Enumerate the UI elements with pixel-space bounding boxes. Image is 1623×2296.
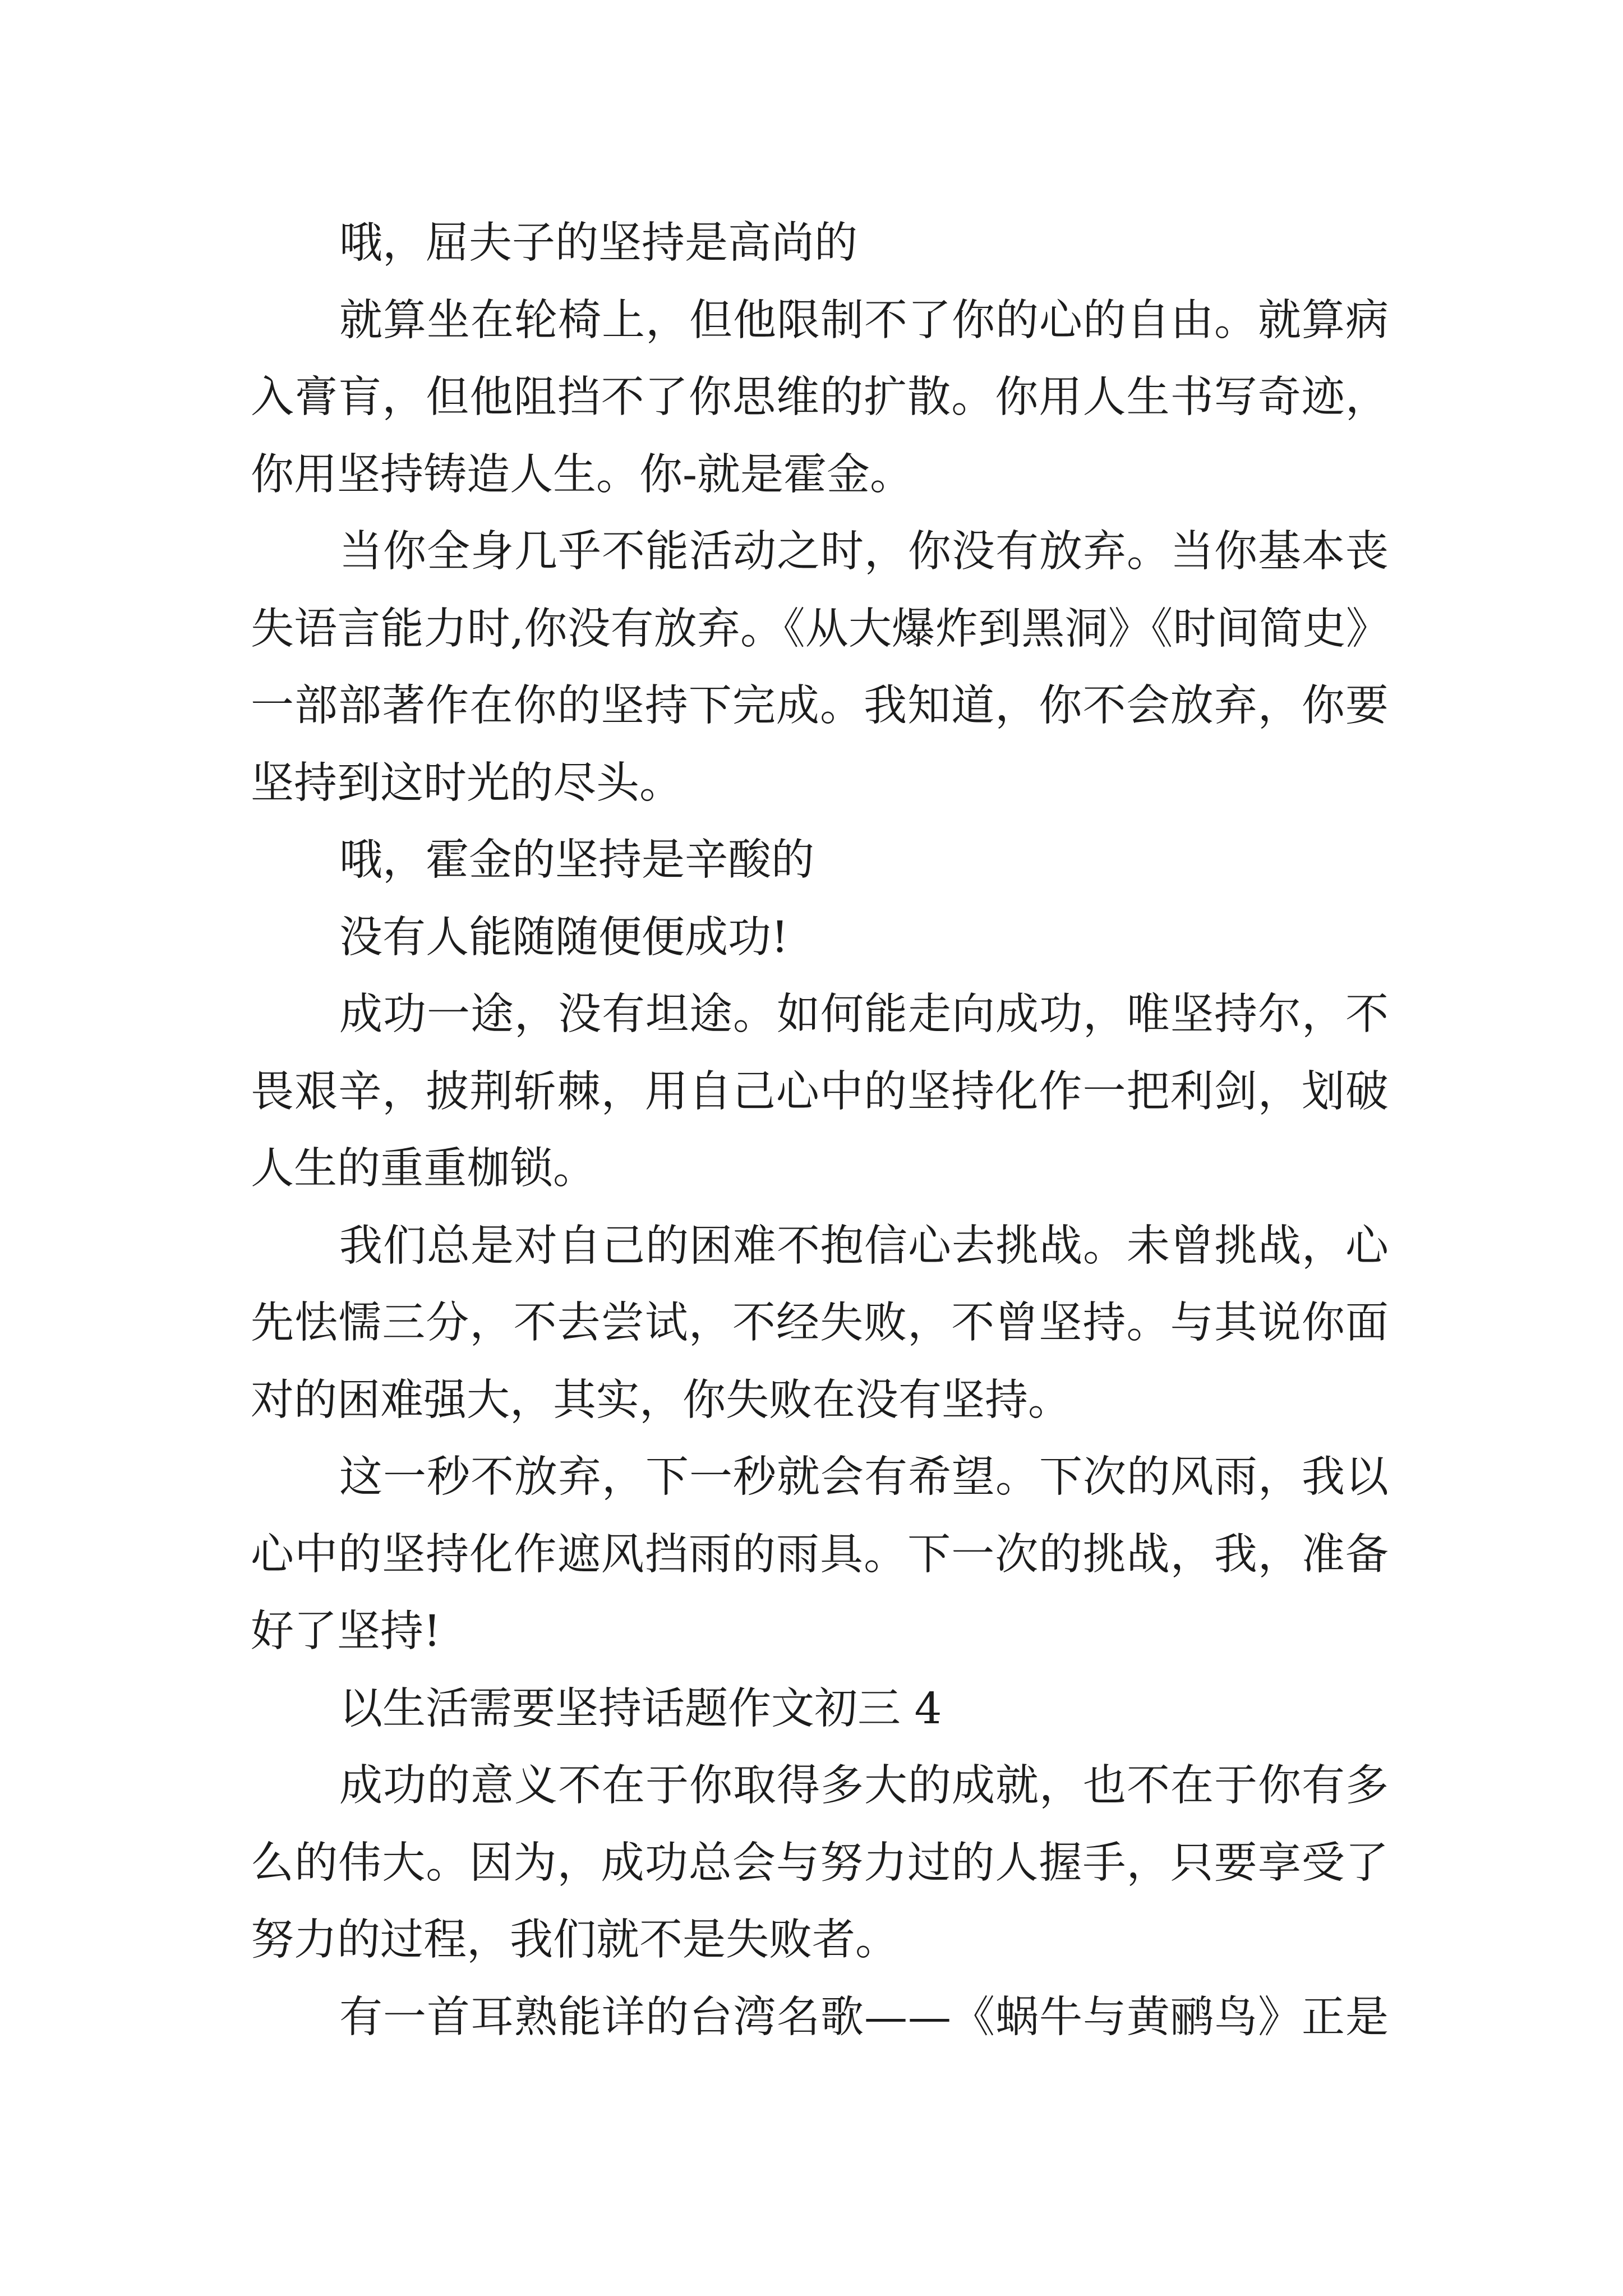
paragraph — [251, 822, 1389, 899]
text-line: 这一秒不放弃，下一秒就会有希望。下次的风雨，我以 — [339, 1452, 1389, 1502]
text-line: 先怯懦三分，不去尝试，不经失败，不曾坚持。与其说你面 — [251, 1298, 1389, 1348]
paragraph — [251, 1747, 1389, 1979]
text-line: 你用坚持铸造人生。你-就是霍金。 — [251, 449, 914, 500]
paragraph — [251, 1979, 1389, 2056]
text-line: 就算坐在轮椅上，但他限制不了你的心的自由。就算病 — [339, 295, 1389, 346]
paragraph — [251, 899, 1389, 977]
text-line: 对的困难强大，其实，你失败在没有坚持。 — [251, 1375, 1071, 1425]
text-line: 没有人能随随便便成功! — [339, 912, 789, 963]
body-text — [251, 205, 1389, 2056]
text-line: 么的伟大。因为，成功总会与努力过的人握手，只要享受了 — [251, 1838, 1389, 1888]
text-line: 当你全身几乎不能活动之时，你没有放弃。当你基本丧 — [339, 527, 1389, 577]
text-line: 我们总是对自己的困难不抱信心去挑战。未曾挑战，心 — [339, 1221, 1389, 1271]
text-line: 坚持到这时光的尽头。 — [251, 758, 683, 808]
text-line: 好了坚持! — [251, 1607, 441, 1657]
text-line: 畏艰辛，披荆斩棘，用自己心中的坚持化作一把利剑，划破 — [251, 1066, 1389, 1117]
heading-line: 以生活需要坚持话题作文初三 4 — [339, 1683, 942, 1734]
text-line: 心中的坚持化作遮风挡雨的雨具。下一次的挑战，我，准备 — [251, 1529, 1389, 1580]
text-line: 入膏肓，但他阻挡不了你思维的扩散。你用人生书写奇迹， — [251, 372, 1389, 422]
paragraph — [251, 282, 1389, 514]
text-line: 哦，霍金的坚持是辛酸的 — [339, 835, 814, 885]
text-line: 一部部著作在你的坚持下完成。我知道，你不会放弃，你要 — [251, 681, 1389, 731]
paragraph — [251, 513, 1389, 822]
text-line: 失语言能力时,你没有放弃。《从大爆炸到黑洞》《时间简史》 — [251, 604, 1389, 654]
paragraph — [251, 976, 1389, 1208]
text-line: 哦，屈夫子的坚持是高尚的 — [339, 218, 857, 268]
paragraph — [251, 1439, 1389, 1671]
paragraph — [251, 205, 1389, 282]
text-line: 有一首耳熟能详的台湾名歌——《蜗牛与黄鹂鸟》正是 — [339, 1992, 1389, 2042]
text-line: 人生的重重枷锁。 — [251, 1144, 596, 1194]
paragraph — [251, 1208, 1389, 1439]
text-line: 成功的意义不在于你取得多大的成就，也不在于你有多 — [339, 1761, 1389, 1811]
text-line: 成功一途，没有坦途。如何能走向成功，唯坚持尔，不 — [339, 990, 1389, 1039]
text-line: 努力的过程，我们就不是失败者。 — [251, 1915, 898, 1965]
section-heading — [251, 1671, 1389, 1748]
